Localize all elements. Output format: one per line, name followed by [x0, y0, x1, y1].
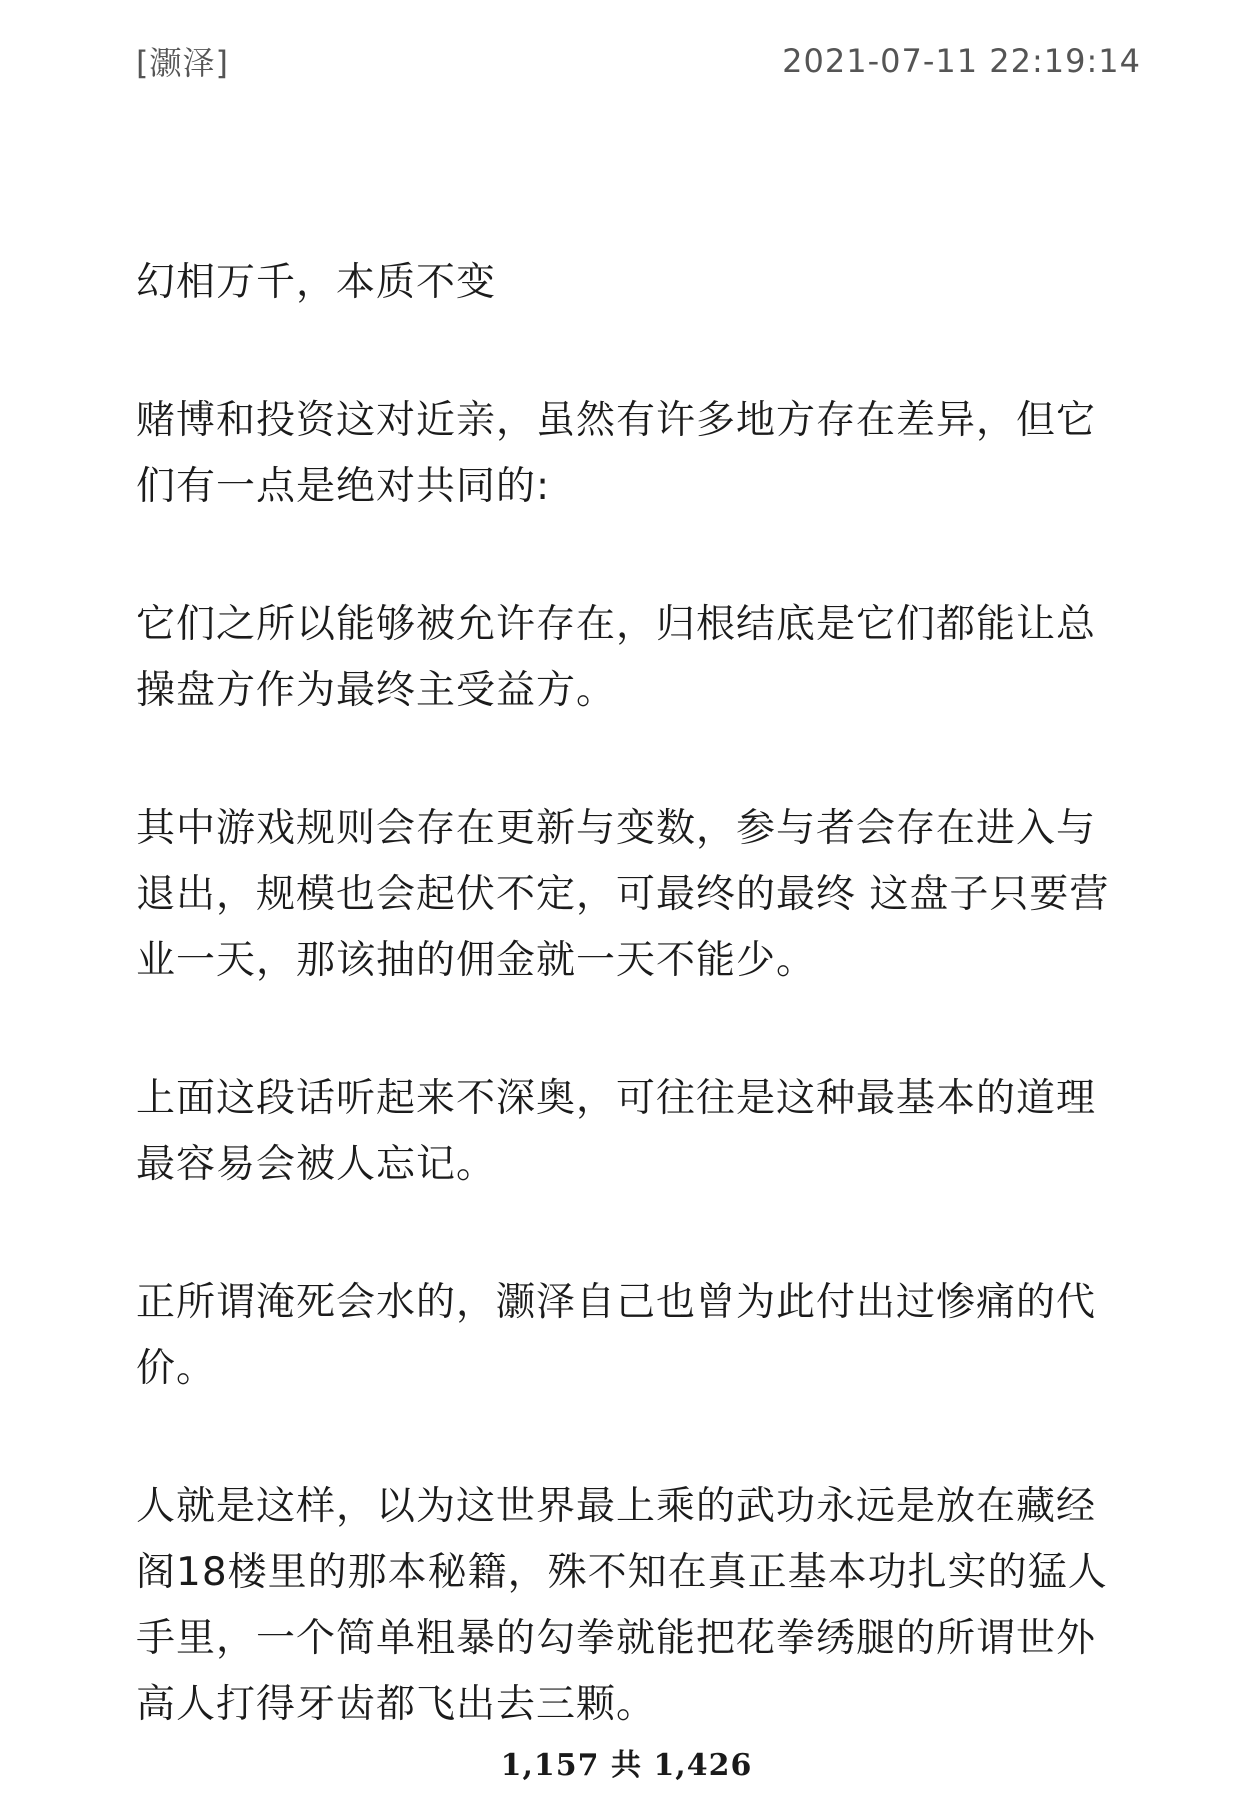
paragraph: 其中游戏规则会存在更新与变数，参与者会存在进入与退出，规模也会起伏不定，可最终的最终 这盘子只要营业一天，那该抽的佣金就一天不能少。 — [136, 806, 1110, 983]
paragraph: 它们之所以能够被允许存在，归根结底是它们都能让总操盘方作为最终主受益方。 — [136, 602, 1097, 713]
page-indicator: 1,157 共 1,426 — [500, 1748, 753, 1783]
author-name: [灏泽] — [136, 44, 229, 82]
article-body — [136, 250, 1126, 1738]
post-timestamp: 2021-07-11 22:19:14 — [782, 42, 1141, 80]
paragraph: 人就是这样，以为这世界最上乘的武功永远是放在藏经阁18楼里的那本秘籍，殊不知在真正基本功扎实的猛人手里，一个简单粗暴的勾拳就能把花拳绣腿的所谓世外高人打得牙齿都飞出去三颗。 — [136, 1484, 1108, 1727]
post-header — [136, 36, 1141, 86]
article-title: 幻相万千，本质不变 — [136, 260, 497, 305]
paragraph: 正所谓淹死会水的，灏泽自己也曾为此付出过惨痛的代价。 — [136, 1280, 1097, 1391]
paragraph: 赌博和投资这对近亲，虽然有许多地方存在差异，但它们有一点是绝对共同的: — [136, 398, 1097, 509]
paragraph: 上面这段话听起来不深奥，可往往是这种最基本的道理最容易会被人忘记。 — [136, 1076, 1097, 1187]
